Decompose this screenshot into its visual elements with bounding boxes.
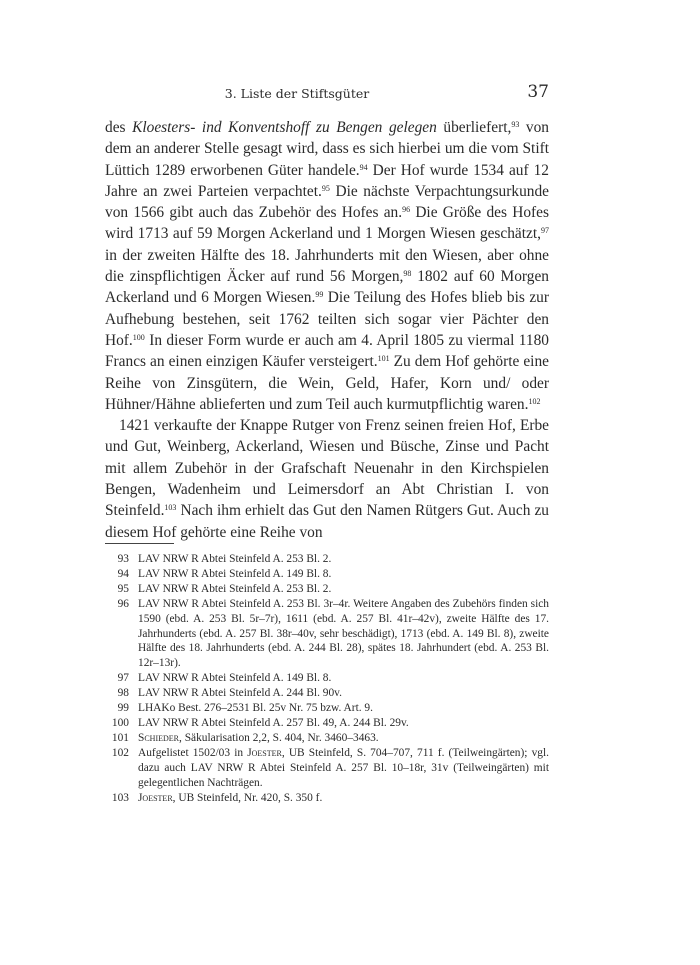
footnote-ref: 94 — [359, 162, 368, 172]
author-name: Schieder — [138, 731, 179, 744]
text-run: In dieser Form wurde er auch am 4. April 1805 zu viermal 1180 Francs an einen einzigen Käufer versteigert. — [105, 331, 549, 371]
footnote-number: 97 — [117, 672, 129, 685]
footnote-text: LAV NRW R Abtei Steinfeld A. 149 Bl. 8. — [138, 567, 332, 580]
footnote-text — [138, 731, 549, 746]
footnote-text: LAV NRW R Abtei Steinfeld A. 257 Bl. 49, A. 244 Bl. 29v. — [138, 716, 409, 729]
footnote-ref: 102 — [528, 396, 541, 406]
footnote-ref: 95 — [321, 183, 330, 193]
footnote-number: 101 — [111, 731, 129, 744]
footnote-text — [138, 746, 549, 791]
text-run: 1802 auf 60 Morgen Ackerland und 6 Morgen Wiesen. — [105, 268, 549, 307]
footnote-ref: 93 — [511, 120, 520, 129]
footnote-text: LAV NRW R Abtei Steinfeld A. 253 Bl. 2. — [138, 582, 332, 595]
text-run: Nach ihm erhielt das Gut den Namen Rütgers Gut. Auch zu diesem Hof gehörte eine Reihe von — [105, 502, 549, 541]
text-run: 1421 verkaufte der Knappe Rutger von Frenz seinen freien Hof, Erbe und Gut, Weinberg, Ackerland, Wiesen und Büsche, Zinse und Pacht mit allem Zubehör in der Grafschaft Neuenahr in den Kirchspielen Bengen, Wadenheim und Leimersdorf an Abt Christian I. von Steinfeld. — [105, 417, 549, 520]
footnotes — [105, 552, 549, 805]
footnote-text: LAV NRW R Abtei Steinfeld A. 253 Bl. 2. — [138, 553, 332, 565]
footnote — [105, 731, 549, 746]
text-run: des — [105, 119, 133, 136]
main-text — [105, 117, 549, 543]
page-header — [105, 82, 549, 104]
author-name: Joester — [247, 746, 282, 759]
footnote-number: 98 — [117, 687, 129, 700]
footnote-text-run: Aufgelistet 1502/03 in — [138, 746, 248, 759]
footnote — [105, 582, 549, 597]
footnote-ref: 103 — [164, 503, 177, 513]
footnote-text: LAV NRW R Abtei Steinfeld A. 253 Bl. 3r–4r. Weitere Angaben des Zubehörs finden sich 1590 (ebd. A. 253 Bl. 5r–7r), 1611 (ebd. A. 257 Bl. 41r–42v), zweite Hälfte des 17. Jahrhunderts (ebd. A. 257 Bl. 38r–40v, sehr beschädigt), 1713 (ebd. A. 149 Bl. 8), zweite Hälfte des 18. Jahrhunderts (ebd. A. 244 Bl. 28), spätes 18. Jahrhundert (ebd. A. 253 Bl. 12r–13r). — [138, 597, 549, 670]
footnote-separator — [105, 543, 174, 544]
footnote-ref: 100 — [132, 332, 145, 342]
text-run: Die Größe des Hofes wird 1713 auf 59 Morgen Ackerland und 1 Morgen Wiesen geschätzt, — [105, 204, 549, 243]
text-run: Die nächste Verpachtungsurkunde von 1566 gibt auch das Zubehör des Hofes an. — [105, 182, 549, 222]
footnote-number: 96 — [117, 597, 129, 610]
footnote-text: LAV NRW R Abtei Steinfeld A. 244 Bl. 90v. — [138, 687, 342, 700]
running-head: 3. Liste der Stiftsgüter — [224, 86, 370, 101]
text-run: überliefert, — [436, 119, 512, 136]
footnote-number: 94 — [117, 567, 129, 580]
paragraph-1 — [105, 117, 549, 415]
text-run: Die Teilung des Hofes blieb bis zur Aufhebung bestehen, seit 1762 teilten sich sogar vier Pächter den Hof. — [105, 289, 549, 349]
footnote — [105, 701, 549, 716]
footnote — [105, 746, 549, 791]
footnote-text-run: , Säkularisation 2,2, S. 404, Nr. 3460–3463. — [179, 731, 379, 744]
footnote-number: 102 — [111, 746, 129, 759]
footnote — [105, 791, 549, 806]
text-run: Zu dem Hof gehörte eine Reihe von Zinsgütern, die Wein, Geld, Hafer, Korn und/ oder Hühner/Hähne ablieferten und zum Teil auch kurmutpflichtig waren. — [105, 353, 549, 413]
paragraph-2 — [105, 415, 549, 543]
footnote-number: 95 — [117, 582, 129, 595]
footnote-ref: 96 — [402, 205, 411, 215]
text-run: Der Hof wurde 1534 auf 12 Jahre an zwei Parteien verpachtet. — [105, 161, 549, 200]
footnote-number: 99 — [117, 702, 129, 715]
footnote — [105, 597, 549, 672]
footnote-number: 100 — [111, 716, 129, 729]
footnote-text: LAV NRW R Abtei Steinfeld A. 149 Bl. 8. — [138, 672, 332, 685]
footnote-number: 93 — [117, 553, 129, 565]
footnote — [105, 567, 549, 582]
footnote — [105, 671, 549, 686]
footnote — [105, 552, 549, 567]
text-run: von dem an anderer Stelle gesagt wird, dass es sich hierbei um die vom Stift Lüttich 1289 erworbenen Güter handele. — [105, 119, 549, 179]
author-name: Joester — [138, 791, 173, 804]
footnote-number: 103 — [111, 791, 129, 804]
footnote-ref: 98 — [403, 269, 412, 279]
footnote-text-run: , UB Steinfeld, Nr. 420, S. 350 f. — [172, 791, 323, 804]
italic-title: Kloesters- ind Konventshoff zu Bengen gelegen — [132, 119, 437, 136]
footnote — [105, 686, 549, 701]
footnote-text: LHAKo Best. 276–2531 Bl. 25v Nr. 75 bzw. Art. 9. — [138, 702, 373, 715]
footnote-text-run: , UB Steinfeld, S. 704–707, 711 f. (Teilweingärten); vgl. dazu auch LAV NRW R Abtei Steinfeld A. 257 Bl. 10–18r, 31v (Teilweingärten) mit gelegentlichen Nachträgen. — [138, 746, 549, 789]
page-number: 37 — [527, 82, 549, 102]
text-run: in der zweiten Hälfte des 18. Jahrhunderts mit den Wiesen, aber ohne die zinspflichtigen Äcker auf rund 56 Morgen, — [105, 246, 549, 286]
footnote-ref: 99 — [315, 290, 324, 300]
footnote-text — [138, 791, 549, 806]
footnote — [105, 716, 549, 731]
footnote-ref: 97 — [541, 226, 549, 236]
footnote-ref: 101 — [377, 354, 390, 364]
